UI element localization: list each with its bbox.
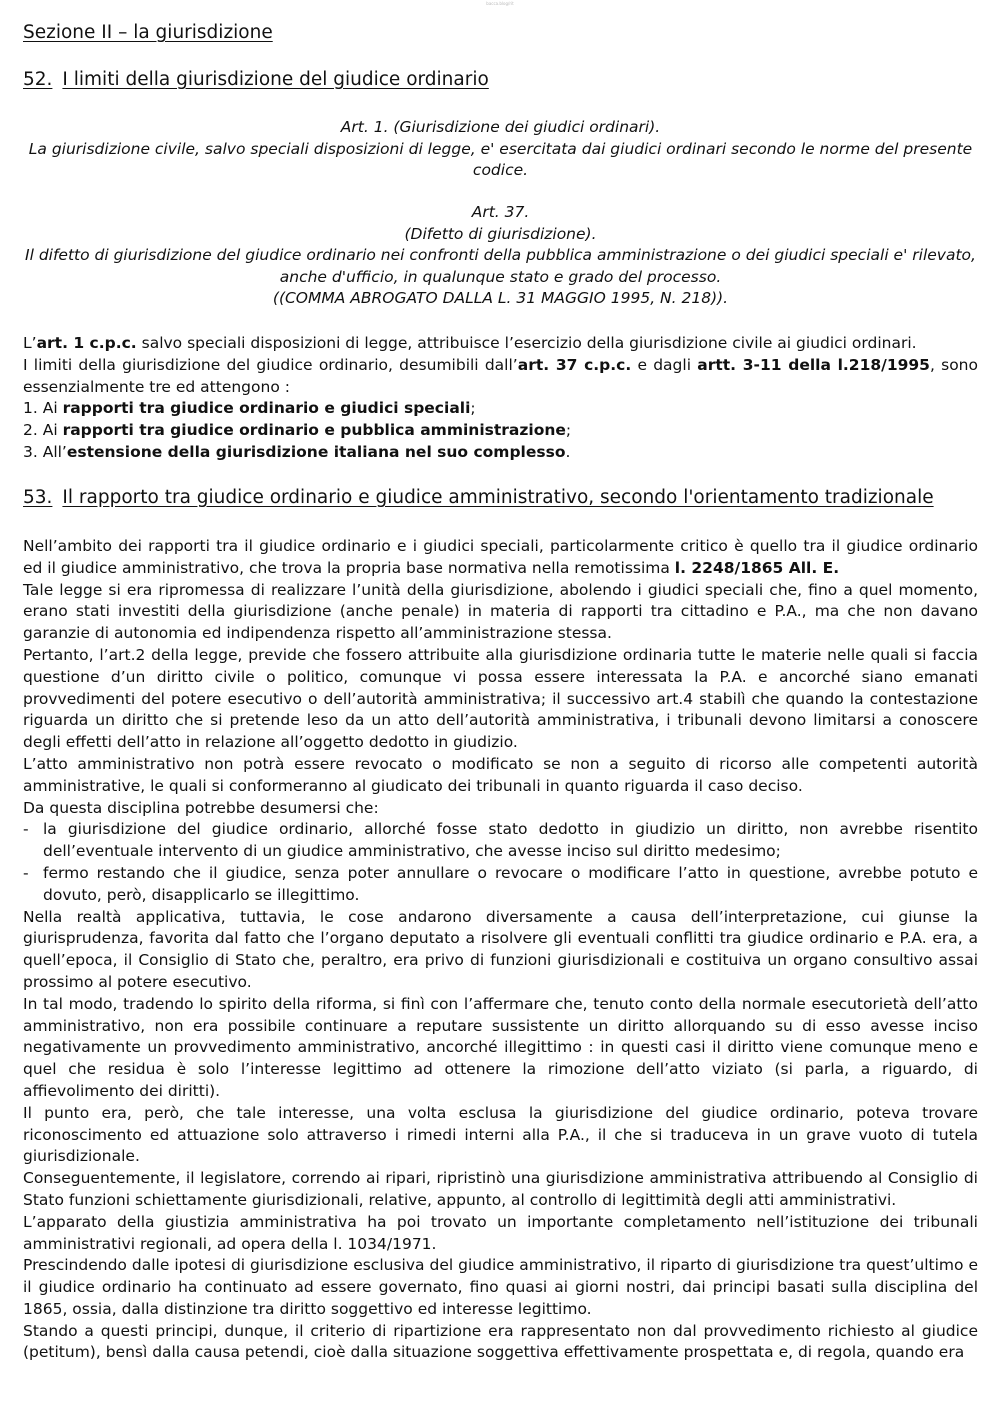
bold-ref: l. 2248/1865 All. E. bbox=[674, 558, 840, 577]
bold-ref: art. 1 c.p.c. bbox=[36, 334, 137, 352]
paragraph: Il punto era, però, che tale interesse, una volta esclusa la giurisdizione del giudice ordinario, poteva trovare riconoscimento ed attuazione solo attraverso i rimedi interni alla P.A., il che si traduceva in un grave vuoto di tutela giurisdizionale. bbox=[23, 1103, 978, 1166]
article-1-title: Art. 1. (Giurisdizione dei giudici ordinari). bbox=[340, 118, 661, 136]
text-run: salvo speciali disposizioni di legge, attribuisce l’esercizio della giurisdizione civile ai giudici ordinari. bbox=[136, 334, 917, 352]
article-1-text: La giurisdizione civile, salvo speciali disposizioni di legge, e' esercitata dai giudici ordinari secondo le norme del presente codice. bbox=[28, 139, 973, 179]
paragraph: Nella realtà applicativa, tuttavia, le cose andarono diversamente a causa dell’interpretazione, cui giunse la giurisprudenza, favorita dal fatto che l’organo deputato a risolvere gli eventuali conflitti tra giudice ordinario e P.A. era, a quell’epoca, il Consiglio di Stato che, peraltro, era privo di funzioni giurisdizionali e costituiva un organo consultivo assai prossimo al potere esecutivo. bbox=[23, 907, 978, 991]
paragraph bbox=[23, 536, 978, 580]
paragraph: L’atto amministrativo non potrà essere revocato o modificato se non a seguito di ricorso alle competenti autorità amministrative, le quali si conformeranno al giudicato dei tribunali in quanto riguarda il caso deciso. bbox=[23, 754, 978, 795]
text-run: 2. Ai bbox=[23, 421, 63, 440]
list-item-text: fermo restando che il giudice, senza poter annullare o revocare o modificare l’atto in questione, avrebbe potuto e dovuto, però, disapplicarlo se illegittimo. bbox=[43, 863, 978, 904]
paragraph: L’apparato della giustizia amministrativa ha poi trovato un importante completamento nell’istituzione dei tribunali amministrativi regionali, ad opera della l. 1034/1971. bbox=[23, 1212, 978, 1253]
dash-marker: - bbox=[23, 863, 29, 882]
section-53-body bbox=[23, 536, 978, 1364]
list-item bbox=[23, 398, 978, 420]
consequences-list bbox=[23, 819, 978, 906]
heading-53-number: 53. bbox=[23, 487, 53, 508]
paragraph: Da questa disciplina potrebbe desumersi che: bbox=[23, 798, 379, 817]
article-37-title: Art. 37. bbox=[471, 203, 530, 221]
text-run: , sono essenzialmente tre ed attengono : bbox=[23, 355, 978, 396]
bold-text: rapporti tra giudice ordinario e pubblica amministrazione bbox=[62, 421, 566, 440]
list-item bbox=[23, 420, 978, 442]
text-run: 3. All’ bbox=[23, 442, 67, 461]
dash-marker: - bbox=[23, 820, 29, 839]
paragraph: In tal modo, tradendo lo spirito della riforma, si finì con l’affermare che, tenuto conto della normale esecutorietà dell’atto amministrativo, non era possibile continuare a reputare sussistente un diritto allorquando su di esso avesse inciso negativamente un provvedimento amministrativo, ancorché illegittimo : in questi casi il diritto viene comunque meno e quel che residua è solo l’interesse legittimo ad ottenere la rimozione dell’atto viziato (si parla, a riguardo, di affievolimento dei diritti). bbox=[23, 994, 978, 1100]
article-1-block bbox=[23, 117, 978, 182]
text-run: L’ bbox=[23, 334, 37, 352]
list-item-text: la giurisdizione del giudice ordinario, allorché fosse stato dedotto in giudizio un diritto, non avrebbe risentito dell’eventuale intervento di un giudice amministrativo, che avesse inciso sul diritto medesimo; bbox=[43, 820, 978, 861]
paragraph: Conseguentemente, il legislatore, correndo ai ripari, ripristinò una giurisdizione amministrativa attribuendo al Consiglio di Stato funzioni schiettamente giurisdizionali, relative, appunto, al controllo di legittimità degli atti amministrativi. bbox=[23, 1169, 978, 1209]
heading-52-title: I limiti della giurisdizione del giudice ordinario bbox=[62, 69, 489, 90]
text-run: Nell’ambito dei rapporti tra il giudice ordinario e i giudici speciali, particolarmente critico è quello tra il giudice ordinario ed il giudice amministrativo, che trova la propria base normativa nella remotissima bbox=[23, 537, 978, 577]
heading-52 bbox=[23, 69, 489, 90]
list-item bbox=[23, 863, 978, 907]
section-52-body bbox=[23, 333, 978, 464]
text-run: I limiti della giurisdizione del giudice ordinario, desumibili dall’ bbox=[23, 355, 518, 374]
bold-ref: artt. 3-11 della l.218/1995 bbox=[697, 355, 930, 374]
paragraph: Pertanto, l’art.2 della legge, previde che fossero attribuite alla giurisdizione ordinaria tutte le materie nelle quali si faccia questione d’un diritto civile o politico, comunque vi possa essere interessata la P.A. e ancorché siano emanati provvedimenti del potere esecutivo o dell’autorità amministrativa; il successivo art.4 stabilì che quando la contestazione riguarda un diritto che si pretende leso da un atto dell’autorità amministrativa, i tribunali devono limitarsi a conoscere degli effetti dell’atto in relazione all’oggetto dedotto in giudizio. bbox=[23, 645, 978, 752]
heading-53 bbox=[23, 487, 934, 508]
text-run: ; bbox=[565, 421, 572, 440]
article-37-block bbox=[23, 202, 978, 310]
heading-52-number: 52. bbox=[23, 69, 53, 90]
article-37-text: Il difetto di giurisdizione del giudice ordinario nei confronti della pubblica amministrazione o dei giudici speciali e' rilevato, anche d'ufficio, in qualunque stato e grado del processo. bbox=[25, 246, 976, 286]
list-item bbox=[23, 442, 978, 464]
limits-list bbox=[23, 398, 978, 463]
article-37-subtitle: (Difetto di giurisdizione). bbox=[404, 224, 597, 243]
text-run: ; bbox=[470, 399, 476, 418]
heading-53-title: Il rapporto tra giudice ordinario e giudice amministrativo, secondo l'orientamento tradizionale bbox=[62, 487, 934, 508]
header-mark: bacca.blog/rit bbox=[486, 1, 514, 6]
list-item bbox=[23, 819, 978, 863]
section-title: Sezione II – la giurisdizione bbox=[23, 22, 273, 43]
text-run: 1. Ai bbox=[23, 399, 63, 418]
paragraph: Tale legge si era ripromessa di realizzare l’unità della giurisdizione, abolendo i giudici speciali che, fino a quel momento, erano stati investiti della giurisdizione (anche penale) in materia di rapporti tra cittadino e P.A., ma che non davano garanzie di autonomia ed indipendenza rispetto all’amministrazione stessa. bbox=[23, 580, 978, 643]
paragraph: Prescindendo dalle ipotesi di giurisdizione esclusiva del giudice amministrativo, il riparto di giurisdizione tra quest’ultimo e il giudice ordinario ha continuato ad essere governato, fino quasi ai giorni nostri, dai principi basati sulla disciplina del 1865, ossia, dalla distinzione tra diritto soggettivo ed interesse legittimo. bbox=[23, 1256, 978, 1318]
bold-ref: art. 37 c.p.c. bbox=[517, 355, 632, 374]
paragraph: Stando a questi principi, dunque, il criterio di ripartizione era rappresentato non dal provvedimento richiesto al giudice (petitum), bensì dalla causa petendi, cioè dalla situazione soggettiva effettivamente prospettata e, di regola, quando era bbox=[23, 1321, 978, 1362]
paragraph bbox=[23, 355, 978, 399]
text-run: e dagli bbox=[631, 355, 698, 374]
paragraph bbox=[23, 333, 978, 355]
bold-text: estensione della giurisdizione italiana nel suo complesso bbox=[66, 442, 566, 461]
article-37-note: ((COMMA ABROGATO DALLA L. 31 MAGGIO 1995, N. 218)). bbox=[272, 289, 729, 307]
text-run: . bbox=[565, 442, 571, 461]
bold-text: rapporti tra giudice ordinario e giudici speciali bbox=[62, 399, 471, 418]
